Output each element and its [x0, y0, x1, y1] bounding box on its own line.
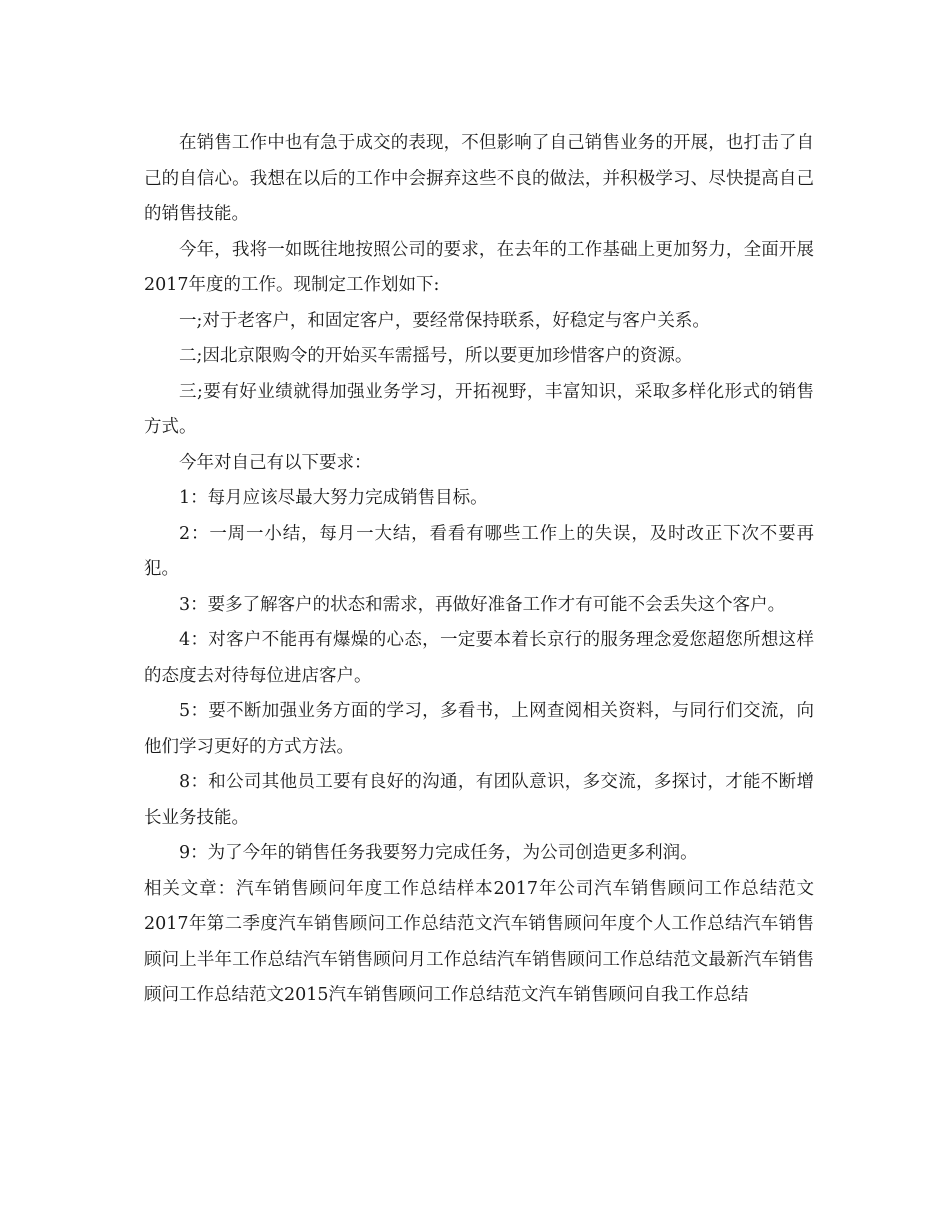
document-body [144, 126, 814, 1014]
requirements-heading: 今年对自己有以下要求： [179, 452, 372, 473]
requirement-item-9: 9：为了今年的销售任务我要努力完成任务，为公司创造更多利润。 [179, 843, 698, 863]
related-articles: 相关文章：汽车销售顾问年度工作总结样本2017年公司汽车销售顾问工作总结范文2017年第二季度汽车销售顾问工作总结范文汽车销售顾问年度个人工作总结汽车销售顾问上半年工作总结汽车销售顾问月工作总结汽车销售顾问工作总结范文最新汽车销售顾问工作总结范文2015汽车销售顾问工作总结范文汽车销售顾问自我工作总结 [144, 878, 814, 1005]
plan-item-2: 二;因北京限购令的开始买车需摇号，所以要更加珍惜客户的资源。 [179, 346, 693, 366]
requirement-item-4: 4：对客户不能再有爆燥的心态，一定要本着长京行的服务理念爱您超您所想这样的态度去对待每位进店客户。 [144, 630, 814, 686]
plan-item-1: 一;对于老客户，和固定客户，要经常保持联系，好稳定与客户关系。 [179, 310, 710, 331]
plan-item-3: 三;要有好业绩就得加强业务学习，开拓视野，丰富知识，采取多样化形式的销售方式。 [144, 381, 814, 437]
requirement-item-5: 5：要不断加强业务方面的学习，多看书，上网查阅相关资料，与同行们交流，向他们学习更好的方式方法。 [144, 701, 814, 757]
requirement-item-1: 1：每月应该尽最大努力完成销售目标。 [179, 488, 488, 508]
paragraph-annual-plan: 今年，我将一如既往地按照公司的要求，在去年的工作基础上更加努力，全面开展2017年度的工作。现制定工作划如下: [144, 239, 814, 295]
requirement-item-8: 8：和公司其他员工要有良好的沟通，有团队意识，多交流，多探讨，才能不断增长业务技能。 [144, 772, 814, 828]
requirement-item-2: 2：一周一小结，每月一大结，看看有哪些工作上的失误，及时改正下次不要再犯。 [144, 523, 814, 579]
paragraph-sales-reflection: 在销售工作中也有急于成交的表现，不但影响了自己销售业务的开展，也打击了自己的自信心。我想在以后的工作中会摒弃这些不良的做法，并积极学习、尽快提高自己的销售技能。 [144, 133, 814, 224]
requirement-item-3: 3：要多了解客户的状态和需求，再做好准备工作才有可能不会丢失这个客户。 [179, 594, 786, 615]
